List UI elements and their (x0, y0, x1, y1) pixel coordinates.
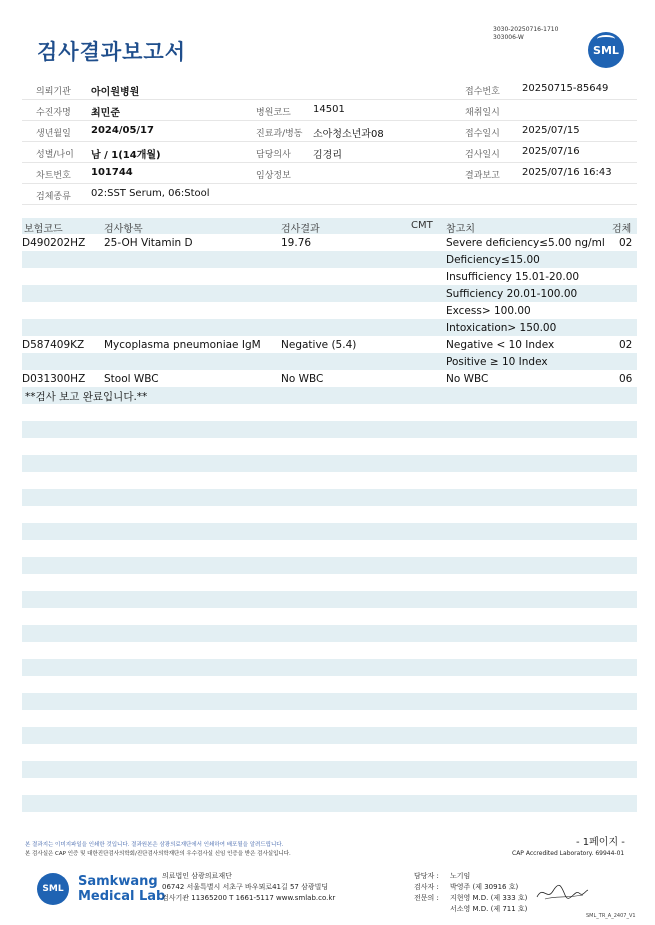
value-test-date: 2025/07/16 (522, 146, 580, 157)
header-specimen: 검체 (612, 224, 632, 235)
label-specimen-type: 검체종류 (36, 192, 71, 202)
cell-code: D587409KZ (22, 339, 85, 351)
label-report-time: 결과보고 (465, 171, 500, 181)
address-line-3: 검사기관 11365200 T 1661-5117 www.smlab.co.kr (162, 894, 336, 902)
table-row (22, 236, 637, 253)
row-stripe (22, 506, 637, 523)
staff-role: 전문의 : (414, 894, 439, 902)
row-stripe (22, 574, 637, 591)
cell-ref: No WBC (446, 373, 489, 385)
row-stripe (22, 489, 637, 506)
value-department: 소아청소년과08 (313, 129, 384, 140)
patient-info (22, 79, 637, 205)
row-stripe (22, 421, 637, 438)
address-line-2: 06742 서울특별시 서초구 바우뫼로41길 57 삼광빌딩 (162, 883, 329, 891)
row-stripe (22, 642, 637, 659)
row-stripe (22, 455, 637, 472)
table-row (22, 253, 637, 270)
header-reference: 참고치 (446, 224, 475, 235)
row-stripe (22, 795, 637, 812)
label-clinical-info: 임상정보 (256, 171, 291, 181)
staff-row (414, 871, 527, 882)
sml-logo (588, 32, 624, 68)
brand-name (78, 874, 165, 904)
row-stripe (22, 693, 637, 710)
row-stripe (22, 778, 637, 795)
header-code: 보험코드 (24, 224, 63, 235)
staff-role: 검사자 : (414, 883, 439, 891)
table-row (22, 372, 637, 389)
value-hospital-code: 14501 (313, 104, 345, 115)
cell-ref: Severe deficiency≤5.00 ng/ml (446, 237, 605, 249)
signature-icon (535, 881, 590, 903)
cell-result: 19.76 (281, 237, 312, 249)
report-code-2: 303006-W (493, 34, 524, 41)
cell-ref: Deficiency≤15.00 (446, 254, 540, 266)
cell-ref: Sufficiency 20.01-100.00 (446, 288, 578, 300)
info-row (22, 142, 637, 163)
row-stripe (22, 676, 637, 693)
cell-ref: Excess> 100.00 (446, 305, 531, 317)
label-hospital-code: 병원코드 (256, 108, 291, 118)
row-stripe (22, 608, 637, 625)
report-code-1: 3030-20250716-1710 (493, 26, 559, 33)
brand-line-2: Medical Lab (78, 889, 166, 904)
cell-specimen: 02 (619, 339, 633, 351)
value-client: 아이원병원 (91, 87, 140, 98)
staff-name: 노기임 (450, 872, 471, 880)
value-received-date: 2025/07/15 (522, 125, 580, 136)
cell-result: No WBC (281, 373, 324, 385)
info-row (22, 121, 637, 142)
staff-row (414, 882, 527, 893)
label-received-date: 접수일시 (465, 129, 500, 139)
label-department: 진료과/병동 (256, 129, 303, 139)
results-header (22, 218, 637, 234)
label-patient-name: 수진자명 (36, 108, 71, 118)
cell-result: Negative (5.4) (281, 339, 357, 351)
footer-note-cap: 본 검사실은 CAP 인증 및 대한진단검사의학회/진단검사의학재단의 우수검사실 신임 인증을 받은 검사실입니다. (25, 851, 291, 857)
brand-line-1: Samkwang (78, 874, 158, 889)
cell-specimen: 06 (619, 373, 633, 385)
row-stripe (22, 472, 637, 489)
footer-note-print: 본 결과지는 이미지파일을 인쇄한 것입니다. 결과원본은 삼광의료재단에서 인쇄하여 배포될을 알려드립니다. (25, 842, 284, 848)
label-client: 의뢰기관 (36, 87, 71, 97)
cell-code: D031300HZ (22, 373, 86, 385)
table-row (22, 304, 637, 321)
row-stripe (22, 744, 637, 761)
row-stripe (22, 438, 637, 455)
row-stripe (22, 523, 637, 540)
value-patient-name: 최민준 (91, 108, 120, 119)
cell-item: Mycoplasma pneumoniae IgM (104, 339, 261, 351)
staff-row (414, 904, 527, 915)
value-doctor: 김경리 (313, 150, 342, 161)
value-report-time: 2025/07/16 16:43 (522, 167, 612, 178)
row-stripe (22, 540, 637, 557)
label-collection-time: 채취일시 (465, 108, 500, 118)
row-stripe (22, 659, 637, 676)
info-row (22, 100, 637, 121)
row-stripe (22, 591, 637, 608)
info-row (22, 79, 637, 100)
staff-list (414, 871, 527, 915)
page-number: - 1페이지 - (576, 837, 625, 848)
info-row (22, 163, 637, 184)
lab-address (162, 871, 335, 904)
table-row (22, 270, 637, 287)
cell-specimen: 02 (619, 237, 633, 249)
report-complete-note: **검사 보고 완료입니다.** (25, 391, 148, 403)
label-sex-age: 성별/나이 (36, 150, 74, 160)
header-item: 검사항목 (104, 224, 143, 235)
table-row (22, 355, 637, 372)
cell-ref: Insufficiency 15.01-20.00 (446, 271, 580, 283)
label-test-date: 검사일시 (465, 150, 500, 160)
cell-item: 25-OH Vitamin D (104, 237, 193, 249)
value-birthdate: 2024/05/17 (91, 125, 154, 136)
staff-name: 서소영 M.D. (제 711 호) (450, 905, 528, 913)
header-cmt: CMT (411, 220, 433, 231)
table-row (22, 321, 637, 338)
value-sex-age: 남 / 1(14개월) (91, 150, 161, 161)
sml-logo-bottom-text: SML (42, 884, 64, 894)
label-doctor: 담당의사 (256, 150, 291, 160)
value-chart-number: 101744 (91, 167, 133, 178)
row-stripe (22, 761, 637, 778)
row-stripe (22, 404, 637, 421)
label-chart-number: 차트번호 (36, 171, 71, 181)
table-row (22, 287, 637, 304)
label-birthdate: 생년월일 (36, 129, 71, 139)
report-codes (493, 26, 558, 42)
cell-ref: Negative < 10 Index (446, 339, 555, 351)
value-accession: 20250715-85649 (522, 83, 609, 94)
cell-code: D490202HZ (22, 237, 86, 249)
row-stripe (22, 557, 637, 574)
value-specimen-type: 02:SST Serum, 06:Stool (91, 188, 210, 199)
row-stripe (22, 625, 637, 642)
label-accession: 접수번호 (465, 87, 500, 97)
sml-logo-text: SML (593, 43, 619, 57)
info-row (22, 184, 637, 205)
row-stripe (22, 727, 637, 744)
staff-name: 지현영 M.D. (제 333 호) (450, 894, 528, 902)
cell-ref: Intoxication> 150.00 (446, 322, 557, 334)
cap-accreditation: CAP Accredited Laboratory. 69944-01 (512, 850, 625, 857)
staff-row (414, 893, 527, 904)
form-code: SML_TR_A_2407_V1 (586, 913, 636, 919)
staff-name: 박영주 (제 30916 호) (450, 883, 519, 891)
results-table (22, 218, 637, 234)
staff-role: 담당자 : (414, 872, 439, 880)
table-row (22, 338, 637, 355)
page-title: 검사결과보고서 (37, 40, 187, 64)
sml-logo-bottom (37, 873, 69, 905)
cell-item: Stool WBC (104, 373, 159, 385)
row-stripe (22, 812, 637, 829)
row-stripe (22, 710, 637, 727)
address-line-1: 의료법인 삼광의료재단 (162, 872, 232, 880)
result-rows (22, 236, 637, 389)
header-result: 검사결과 (281, 224, 320, 235)
cell-ref: Positive ≥ 10 Index (446, 356, 548, 368)
